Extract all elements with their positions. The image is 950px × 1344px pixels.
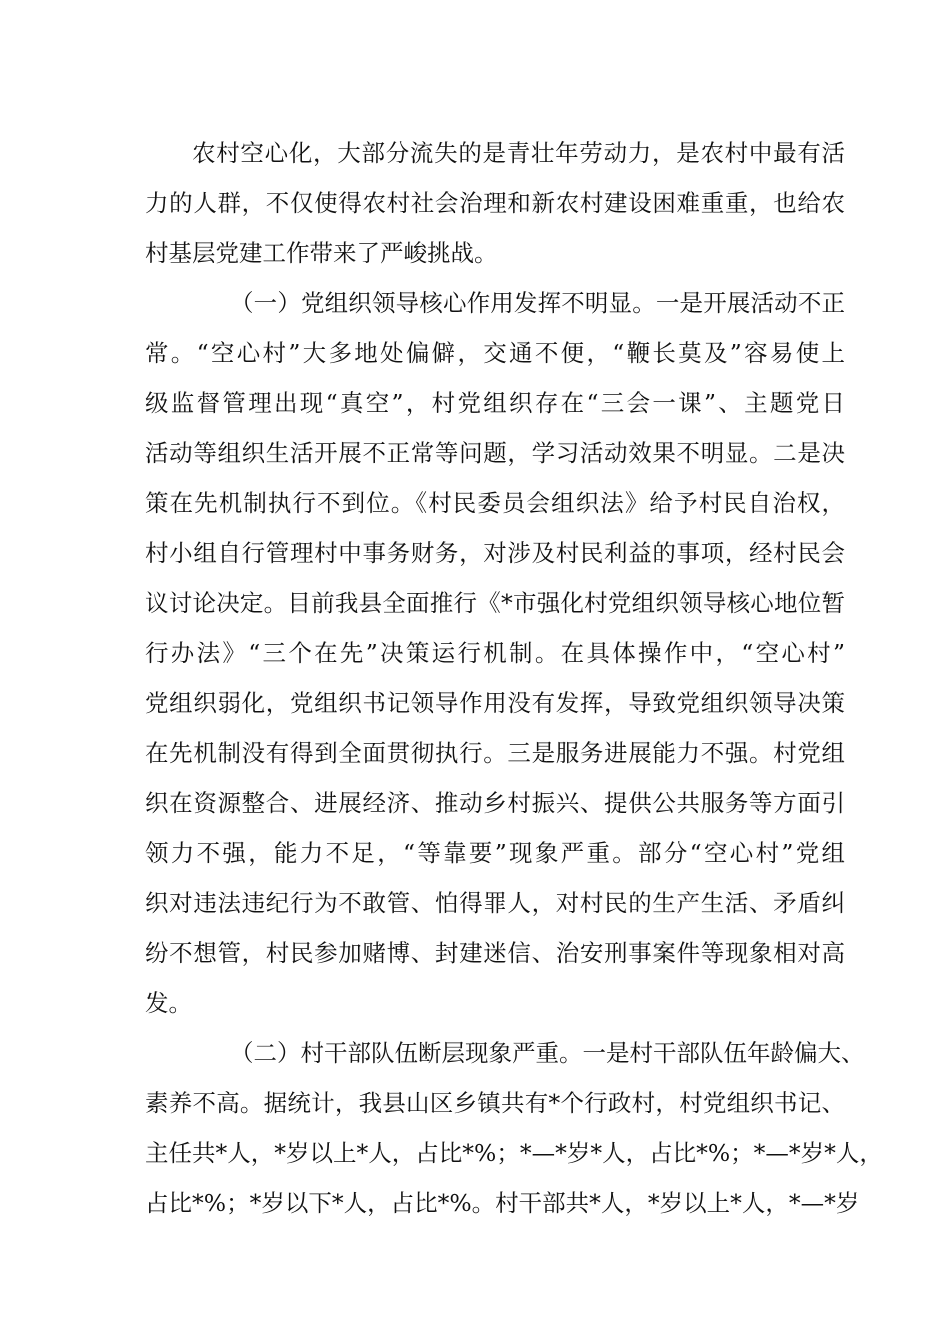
section-1-heading-line: （一）党组织领导核心作用发挥不明显。一是开展活动不正 <box>230 289 845 317</box>
section-1-line-5: 策在先机制执行不到位。《村民委员会组织法》给予村民自治权， <box>145 489 845 517</box>
section-1-line-10: 在先机制没有得到全面贯彻执行。三是服务进展能力不强。村党组 <box>145 739 845 767</box>
section-2-line-2: 素养不高。据统计，我县山区乡镇共有*个行政村，村党组织书记、 <box>145 1089 845 1117</box>
intro-line-1: 农村空心化，大部分流失的是青壮年劳动力，是农村中最有活 <box>192 139 845 167</box>
section-1-line-6: 村小组自行管理村中事务财务，对涉及村民利益的事项，经村民会 <box>145 539 845 567</box>
section-1-line-11: 织在资源整合、进展经济、推动乡村振兴、提供公共服务等方面引 <box>145 789 845 817</box>
section-1-line-2: 常。“空心村”大多地处偏僻，交通不便，“鞭长莫及”容易使上 <box>145 339 845 367</box>
section-2-line-4: 占比*%；*岁以下*人，占比*%。村干部共*人，*岁以上*人，*—*岁 <box>145 1189 860 1217</box>
intro-line-2: 力的人群，不仅使得农村社会治理和新农村建设困难重重，也给农 <box>145 189 845 217</box>
section-1-line-3: 级监督管理出现“真空”，村党组织存在“三会一课”、主题党日 <box>145 389 845 417</box>
section-2-heading-line: （二）村干部队伍断层现象严重。一是村干部队伍年龄偏大、 <box>230 1039 865 1067</box>
intro-line-3: 村基层党建工作带来了严峻挑战。 <box>145 239 498 267</box>
section-1-line-13: 织对违法违纪行为不敢管、怕得罪人，对村民的生产生活、矛盾纠 <box>145 889 845 917</box>
section-1-line-12: 领力不强，能力不足，“等靠要”现象严重。部分“空心村”党组 <box>145 839 845 867</box>
section-1-line-8: 行办法》“三个在先”决策运行机制。在具体操作中，“空心村” <box>145 639 845 667</box>
section-2-line-3: 主任共*人，*岁以上*人，占比*%；*—*岁*人，占比*%；*—*岁*人， <box>145 1139 883 1167</box>
section-1-line-7: 议讨论决定。目前我县全面推行《*市强化村党组织领导核心地位暂 <box>145 589 845 617</box>
section-1-line-15: 发。 <box>145 989 192 1017</box>
section-1-line-4: 活动等组织生活开展不正常等问题，学习活动效果不明显。二是决 <box>145 439 845 467</box>
section-1-line-9: 党组织弱化，党组织书记领导作用没有发挥，导致党组织领导决策 <box>145 689 845 717</box>
section-1-line-14: 纷不想管，村民参加赌博、封建迷信、治安刑事案件等现象相对高 <box>145 939 845 967</box>
